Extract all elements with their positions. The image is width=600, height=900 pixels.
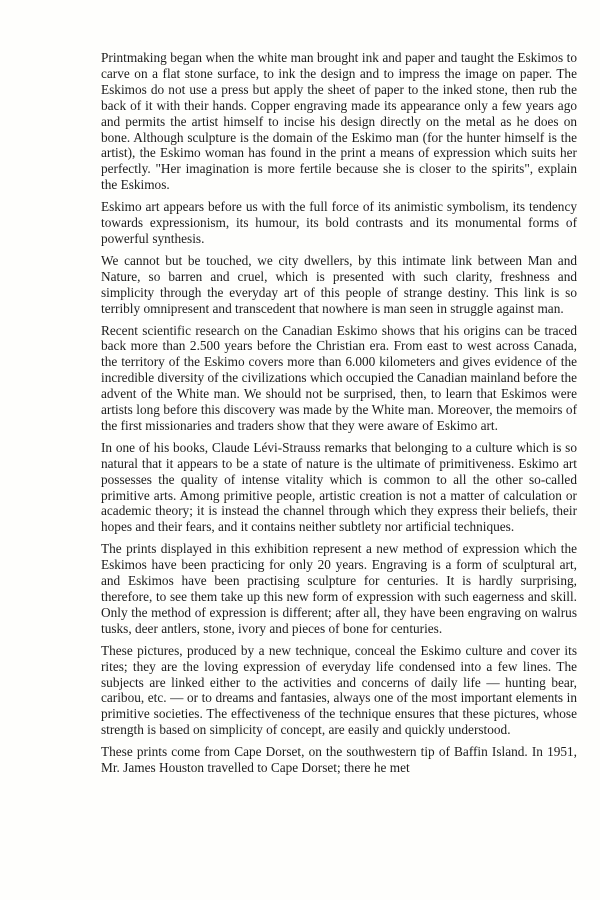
paragraph-cape-dorset: These prints come from Cape Dorset, on the southwestern tip of Baffin Island. In 1951, Mr. James Houston travelled to Cape Dorset; there he met	[101, 744, 577, 776]
paragraph-scientific-research: Recent scientific research on the Canadian Eskimo shows that his origins can be traced back more than 2.500 years before the Christian era. From east to west across Canada, the territory of the Eskimo covers more than 6.000 kilometers and gives evidence of the incredible diversity of the civilizations which occupied the Canadian mainland before the advent of the White man. We should not be surprised, then, to learn that Eskimos were artists long before this discovery was made by the White man. Moreover, the memoirs of the first missionaries and traders show that they were aware of Eskimo art.	[101, 322, 577, 433]
paragraph-new-technique: These pictures, produced by a new technique, conceal the Eskimo culture and cover its rites; they are the loving expression of everyday life condensed into a few lines. The subjects are linked either to the activities and concerns of daily life — hunting bear, caribou, etc. — or to dreams and fantasies, always one of the most important elements in primitive societies. The effectiveness of the technique ensures that these pictures, whose strength is based on simplicity of concept, are easily and quickly understood.	[101, 642, 577, 738]
paragraph-levi-strauss: In one of his books, Claude Lévi-Strauss remarks that belonging to a culture which is so natural that it appears to be a state of nature is the ultimate of primitiveness. Eskimo art possesses the quality of intense vitality which is common to all the other so-called primitive arts. Among primitive people, artistic creation is not a matter of calculation or academic theory; it is instead the channel through which they express their beliefs, their hopes and their fears, and it contains neither subtlety nor artificial techniques.	[101, 439, 577, 535]
paragraph-exhibition-prints: The prints displayed in this exhibition represent a new method of expression which the Eskimos have been practicing for only 20 years. Engraving is a form of sculptural art, and Eskimos have been practising sculpture for centuries. It is hardly surprising, therefore, to see them take up this new form of expression with such eagerness and skill. Only the method of expression is different; after all, they have been engraving on walrus tusks, deer antlers, stone, ivory and pieces of bone for centuries.	[101, 541, 577, 636]
paragraph-eskimo-art: Eskimo art appears before us with the full force of its animistic symbolism, its tendency towards expressionism, its humour, its bold contrasts and its monumental forms of powerful synthesis.	[101, 199, 577, 246]
paragraph-man-and-nature: We cannot but be touched, we city dwellers, by this intimate link between Man and Nature, so barren and cruel, which is presented with such clarity, freshness and simplicity through the everyday art of this people of strange destiny. This link is so terribly omnipresent and transcedent that nowhere is man seen in struggle against man.	[101, 252, 577, 316]
paragraph-printmaking: Printmaking began when the white man brought ink and paper and taught the Eskimos to carve on a flat stone surface, to ink the design and to impress the image on paper. The Eskimos do not use a press but apply the sheet of paper to the inked stone, then rub the back of it with their hands. Copper engraving made its appearance only a few years ago and permits the artist himself to incise his design directly on the metal as he does on bone. Although sculpture is the domain of the Eskimo man (for the hunter himself is the artist), the Eskimo woman has found in the print a means of expression which suits her perfectly. "Her imagination is more fertile because she is closer to the spirits", explain the Eskimos.	[101, 50, 577, 193]
body-text	[101, 50, 577, 776]
